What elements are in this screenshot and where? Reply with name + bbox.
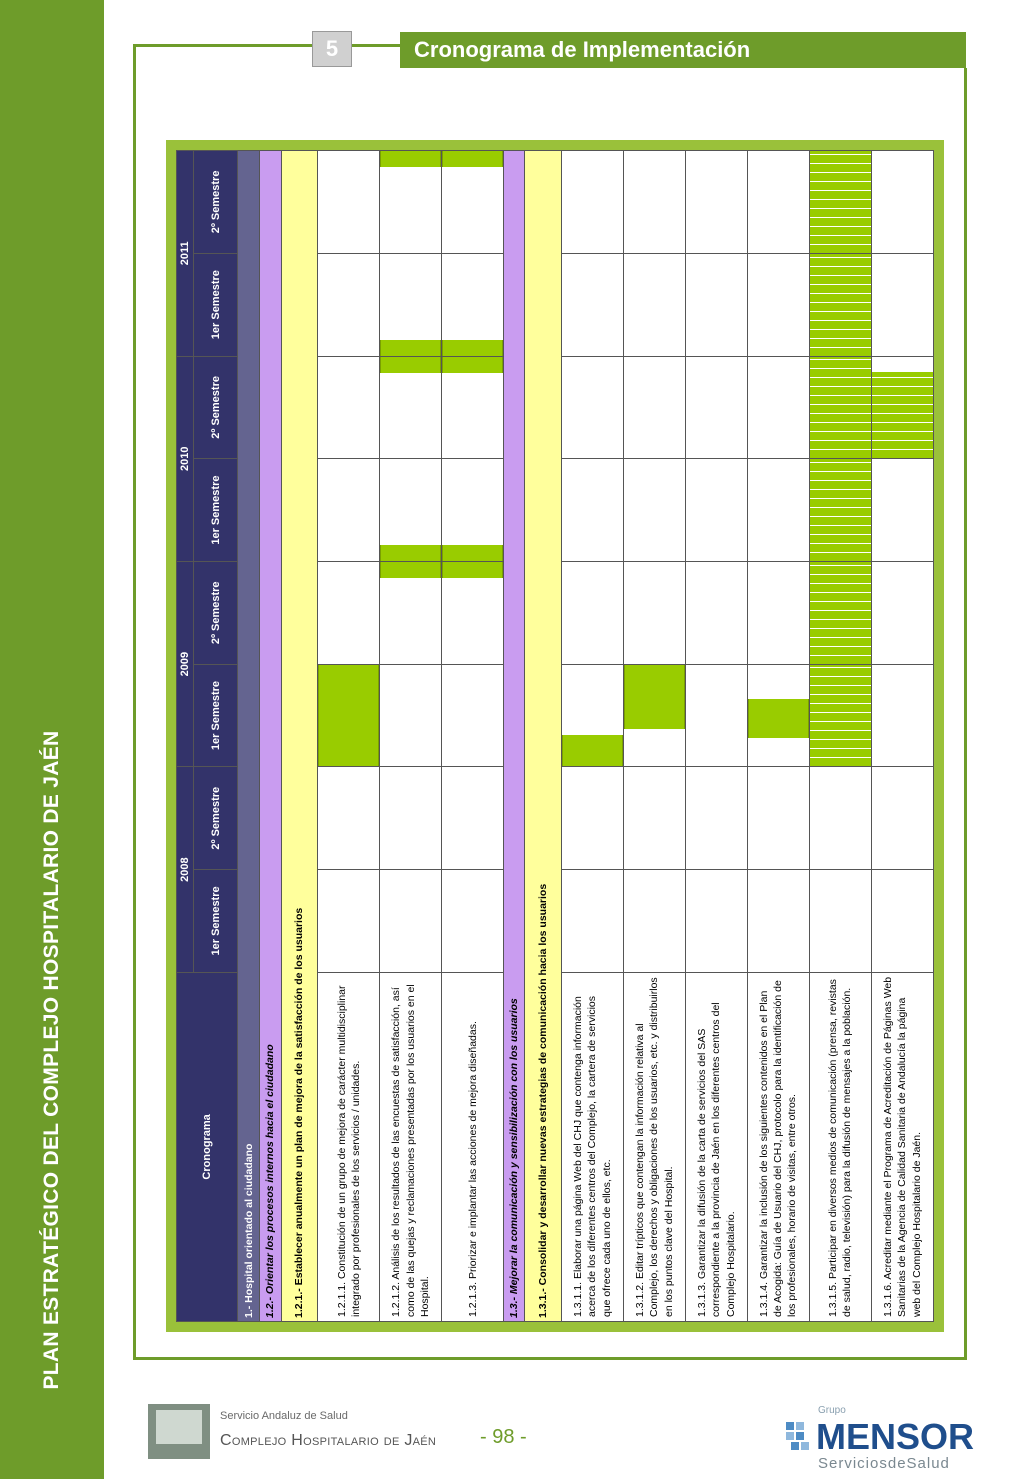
schedule-bar	[810, 459, 871, 561]
schedule-bar	[442, 562, 503, 578]
semester-header: 1er Semestre	[194, 664, 238, 767]
subsection-row: 1.2.- Orientar los procesos internos hacia el ciudadano	[260, 151, 281, 1322]
schedule-bar	[442, 340, 503, 356]
mensor-subtitle: ServiciosdeSalud	[818, 1455, 950, 1472]
semester-header: 2º Semestre	[194, 561, 238, 664]
table-row	[871, 151, 933, 1322]
task-description: 1.2.1.1. Constitución de un grupo de mejora de carácter multidisciplinar integrado por profesionales de los servicios / unidades.	[318, 972, 380, 1321]
frame-line	[352, 44, 400, 47]
table-row	[562, 151, 624, 1322]
objective-row: 1.2.1.- Establecer anualmente un plan de mejora de la satisfacción de los usuarios	[281, 151, 318, 1322]
table-row	[747, 151, 809, 1322]
frame-line	[133, 44, 136, 1360]
year-header: 2009	[177, 561, 194, 766]
schedule-bar	[442, 151, 503, 167]
junta-andalucia-logo	[148, 1404, 210, 1459]
mensor-logo-text: MENSOR	[816, 1416, 975, 1457]
schedule-bar	[810, 254, 871, 356]
task-description: 1.3.1.3. Garantizar la difusión de la carta de servicios del SAS correspondiente a la provincia de Jaén en los diferentes centros del Complejo Hospitalario.	[685, 972, 747, 1321]
table-row	[442, 151, 504, 1322]
year-header: 2010	[177, 356, 194, 561]
schedule-table-container	[166, 140, 944, 1332]
page-number: - 98 -	[480, 1426, 527, 1448]
sidebar	[0, 0, 104, 1479]
schedule-bar	[810, 151, 871, 253]
footer-hospital-name: Complejo Hospitalario de Jaén	[220, 1432, 437, 1449]
semester-header: 1er Semestre	[194, 253, 238, 356]
document-title: PLAN ESTRATÉGICO DEL COMPLEJO HOSPITALARIO DE JAÉN	[40, 730, 63, 1390]
mensor-logo-icon	[784, 1418, 814, 1458]
semester-header: 2º Semestre	[194, 356, 238, 459]
schedule-bar	[872, 372, 933, 459]
table-row	[685, 151, 747, 1322]
footer-sas-text: Servicio Andaluz de Salud	[220, 1410, 348, 1422]
table-header: Cronograma	[177, 972, 238, 1321]
task-description: 1.3.1.2. Editar trípticos que contengan la información relativa al Complejo, los derechos y obligaciones de los usuarios, etc. y distribuirlos en los puntos clave del Hospital.	[623, 972, 685, 1321]
task-description: 1.2.1.2. Análisis de los resultados de las encuestas de satisfacción, así como de las quejas y reclamaciones presentadas por los usuarios en el Hospital.	[380, 972, 442, 1321]
year-header: 2011	[177, 151, 194, 357]
schedule-table	[176, 150, 934, 1322]
schedule-bar	[380, 545, 441, 561]
task-description: 1.3.1.1. Elaborar una página Web del CHJ que contenga información acerca de los diferentes centros del Complejo, la cartera de servicios que ofrece cada uno de ellos, etc.	[562, 972, 624, 1321]
frame-line	[133, 44, 313, 47]
schedule-bar	[442, 545, 503, 561]
schedule-bar	[380, 151, 441, 167]
semester-header: 2º Semestre	[194, 151, 238, 254]
schedule-bar	[380, 357, 441, 373]
schedule-bar	[624, 665, 685, 729]
semester-header: 2º Semestre	[194, 767, 238, 870]
section-number-badge: 5	[312, 31, 352, 67]
task-description: 1.3.1.5. Participar en diversos medios de comunicación (prensa, revistas de salud, radio, televisión) para la difusión de mensajes a la población.	[809, 972, 871, 1321]
table-row	[380, 151, 442, 1322]
task-description: 1.3.1.6. Acreditar mediante el Programa de Acreditación de Páginas Web Sanitarias de la Agencia de Calidad Sanitaria de Andalucía la página web del Complejo Hospitalario de Jaén.	[871, 972, 933, 1321]
table-row	[623, 151, 685, 1322]
table-row	[809, 151, 871, 1322]
schedule-bar	[318, 665, 379, 767]
schedule-bar	[442, 357, 503, 373]
section-title: Cronograma de Implementación	[400, 32, 966, 68]
schedule-bar	[748, 699, 809, 739]
table-row	[318, 151, 380, 1322]
semester-header: 1er Semestre	[194, 870, 238, 973]
schedule-bar	[380, 340, 441, 356]
year-header: 2008	[177, 767, 194, 972]
task-description: 1.2.1.3. Priorizar e implantar las acciones de mejora diseñadas.	[442, 972, 504, 1321]
schedule-bar	[810, 665, 871, 767]
schedule-bar	[810, 562, 871, 664]
schedule-bar	[810, 357, 871, 459]
frame-line	[964, 68, 967, 1360]
task-description: 1.3.1.4. Garantizar la inclusión de los siguientes contenidos en el Plan de Acogida: Guía de Usuario del CHJ, protocolo para la identificación de los profesionales, horario de visitas, entre otros.	[747, 972, 809, 1321]
semester-header: 1er Semestre	[194, 459, 238, 562]
section-row: 1.- Hospital orientado al ciudadano	[237, 151, 259, 1322]
schedule-bar	[562, 735, 623, 766]
subsection-row: 1.3.- Mejorar la comunicación y sensibilización con los usuarios	[504, 151, 525, 1322]
frame-line	[133, 1357, 967, 1360]
schedule-bar	[380, 562, 441, 578]
mensor-group-label: Grupo	[818, 1405, 846, 1416]
objective-row: 1.3.1.- Consolidar y desarrollar nuevas estrategias de comunicación hacia los usuarios	[525, 151, 562, 1322]
